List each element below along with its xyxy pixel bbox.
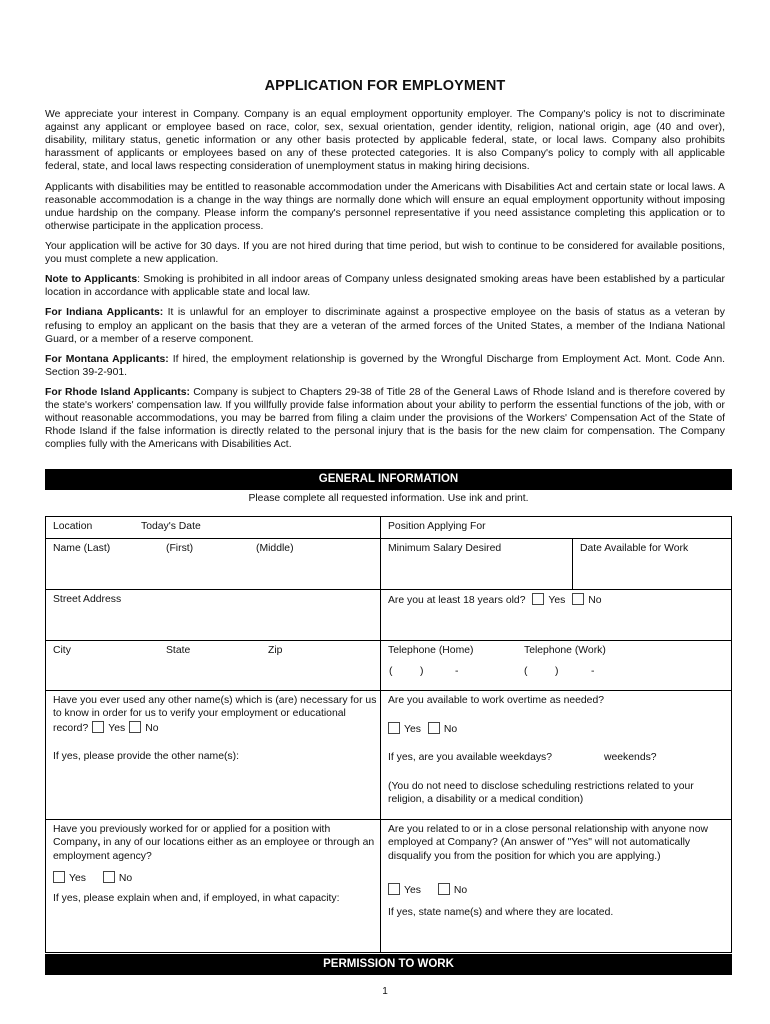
street-address-cell[interactable] <box>45 589 381 641</box>
tel-work-label: Telephone (Work) <box>524 645 606 656</box>
weekends-question: weekends? <box>604 752 657 763</box>
related-question: Are you related to or in a close personal relationship with anyone now employed at Company? (An answer of "Yes" will not automatically disqualify you from the position for which you are applying.) <box>388 824 708 862</box>
position-label: Position Applying For <box>388 521 486 532</box>
related-yes-checkbox[interactable] <box>388 883 400 895</box>
name-middle-label: (Middle) <box>256 543 294 554</box>
overtime-options: Yes No <box>384 722 457 736</box>
age-question: Are you at least 18 years old? Yes No <box>388 595 602 606</box>
overtime-cell <box>380 690 732 820</box>
smoking-note: Note to Applicants: Smoking is prohibited in all indoor areas of Company unless designated smoking areas have been established by a particular location in accordance with applicable state and local law. <box>45 274 725 299</box>
weekdays-question: If yes, are you available weekdays? <box>388 752 553 763</box>
date-available-label: Date Available for Work <box>580 543 689 554</box>
previous-employment-if-yes: If yes, please explain when and, if employed, in what capacity: <box>53 893 340 904</box>
name-last-label: Name (Last) <box>53 543 111 554</box>
intro-text <box>45 108 725 459</box>
position-cell[interactable] <box>380 516 732 539</box>
zip-label: Zip <box>268 645 283 656</box>
page-title: APPLICATION FOR EMPLOYMENT <box>264 78 506 94</box>
other-names-yes-checkbox[interactable] <box>92 721 104 733</box>
page-number: 1 <box>382 986 388 997</box>
other-names-cell <box>45 690 381 820</box>
other-names-if-yes: If yes, please provide the other name(s): <box>53 751 239 762</box>
date-available-cell[interactable] <box>572 538 732 590</box>
overtime-question: Are you available to work overtime as needed? <box>388 695 605 706</box>
min-salary-label: Minimum Salary Desired <box>388 543 502 554</box>
disclosure-note: (You do not need to disclose scheduling restrictions related to your religion, a disability or a medical condition) <box>388 781 694 806</box>
previous-employment-question: Have you previously worked for or applied for a position with Company, in any of our locations either as an employee or through an employment agency? <box>53 824 375 862</box>
age-cell <box>380 589 732 641</box>
age-yes-checkbox[interactable] <box>532 593 544 605</box>
overtime-no-checkbox[interactable] <box>428 722 440 734</box>
rhode-island-note: For Rhode Island Applicants: Company is subject to Chapters 29-38 of Title 28 of the General Laws of Rhode Island and is therefore covered by the state's workers' compensation law. If you willfully provide false information about your ability to perform the essential functions of the job, with or without reasonable accommodations, you may be barred from filing a claim under the provisions of the Workers' Compensation Act of the State of Rhode Island if the false information is directly related to the personal injury that is the basis for the new claim for compensation. The Company complies fully with the Americans with Disabilities Act. <box>45 386 726 451</box>
rhode-island-label: For Rhode Island Applicants: <box>45 386 190 398</box>
city-label: City <box>53 645 71 656</box>
street-address-label: Street Address <box>53 594 122 605</box>
other-names-question: Have you ever used any other name(s) which is (are) necessary for us to know in order for us to verify your employment or educational record? Yes No <box>53 695 377 734</box>
telephone-cell[interactable]: Telephone (Home) Telephone (Work) ( ) - ( ) - <box>380 640 732 691</box>
related-options: Yes No <box>384 883 467 897</box>
previous-employment-no-checkbox[interactable] <box>103 871 115 883</box>
permission-to-work-header: PERMISSION TO WORK <box>45 954 732 975</box>
indiana-note: For Indiana Applicants: It is unlawful for an employer to discriminate against a prospective employee on the basis of status as a veteran by refusing to employ an applicant on the basis that they are a veteran of the armed forces of the United States, a member of the Indiana National Guard, or a member of a reserve component. <box>45 307 726 345</box>
general-information-header: GENERAL INFORMATION <box>45 469 732 490</box>
city-state-zip-cell[interactable] <box>45 640 381 691</box>
previous-employment-yes-checkbox[interactable] <box>53 871 65 883</box>
name-cell[interactable] <box>45 538 381 590</box>
montana-note: For Montana Applicants: If hired, the employment relationship is governed by the Wrongful Discharge from Employment Act. Mont. Code Ann. Section 39-2-901. <box>45 353 725 378</box>
note-label: Note to Applicants <box>45 274 138 286</box>
montana-label: For Montana Applicants: <box>45 353 169 365</box>
previous-employment-options: Yes No <box>49 871 132 885</box>
todays-date-label: Today's Date <box>141 521 201 532</box>
active-period-paragraph: Your application will be active for 30 days. If you are not hired during that time period, but wish to continue to be considered for available positions, you must complete a new application. <box>45 240 725 266</box>
other-names-no-checkbox[interactable] <box>129 721 141 733</box>
location-label: Location <box>53 521 93 532</box>
related-cell <box>380 819 732 953</box>
eeo-paragraph: We appreciate your interest in Company. Company is an equal employment opportunity employer. The Company's policy is not to discriminate against any applicant or employee based on race, color, sex, sexual orientation, gender identity, religion, national origin, age (40 and over), disability, military status, genetic information or any other basis protected by applicable federal, state, or local laws. Company also prohibits harassment of applicants or employees based on any of these protected categories. It is also Company's policy to comply with all applicable federal, state, and local laws respecting consideration of unemployment status in making hiring decisions. <box>45 109 725 173</box>
previous-employment-cell <box>45 819 381 953</box>
state-label: State <box>166 645 191 656</box>
overtime-yes-checkbox[interactable] <box>388 722 400 734</box>
age-no-checkbox[interactable] <box>572 593 584 605</box>
general-information-subheader: Please complete all requested information. Use ink and print. <box>248 493 529 504</box>
name-first-label: (First) <box>166 543 194 554</box>
indiana-label: For Indiana Applicants: <box>45 307 164 319</box>
ada-paragraph: Applicants with disabilities may be entitled to reasonable accommodation under the Americans with Disabilities Act and certain state or local laws. A reasonable accommodation is a change in the way things are normally done which will ensure an equal employment opportunity without imposing undue hardship on the company. Please inform the company's personnel representative if you need assistance completing this application or to otherwise participate in the application process. <box>45 181 725 232</box>
related-no-checkbox[interactable] <box>438 883 450 895</box>
min-salary-cell[interactable] <box>380 538 573 590</box>
location-date-cell[interactable] <box>45 516 381 539</box>
related-if-yes: If yes, state name(s) and where they are located. <box>388 907 614 918</box>
tel-home-label: Telephone (Home) <box>388 645 474 656</box>
